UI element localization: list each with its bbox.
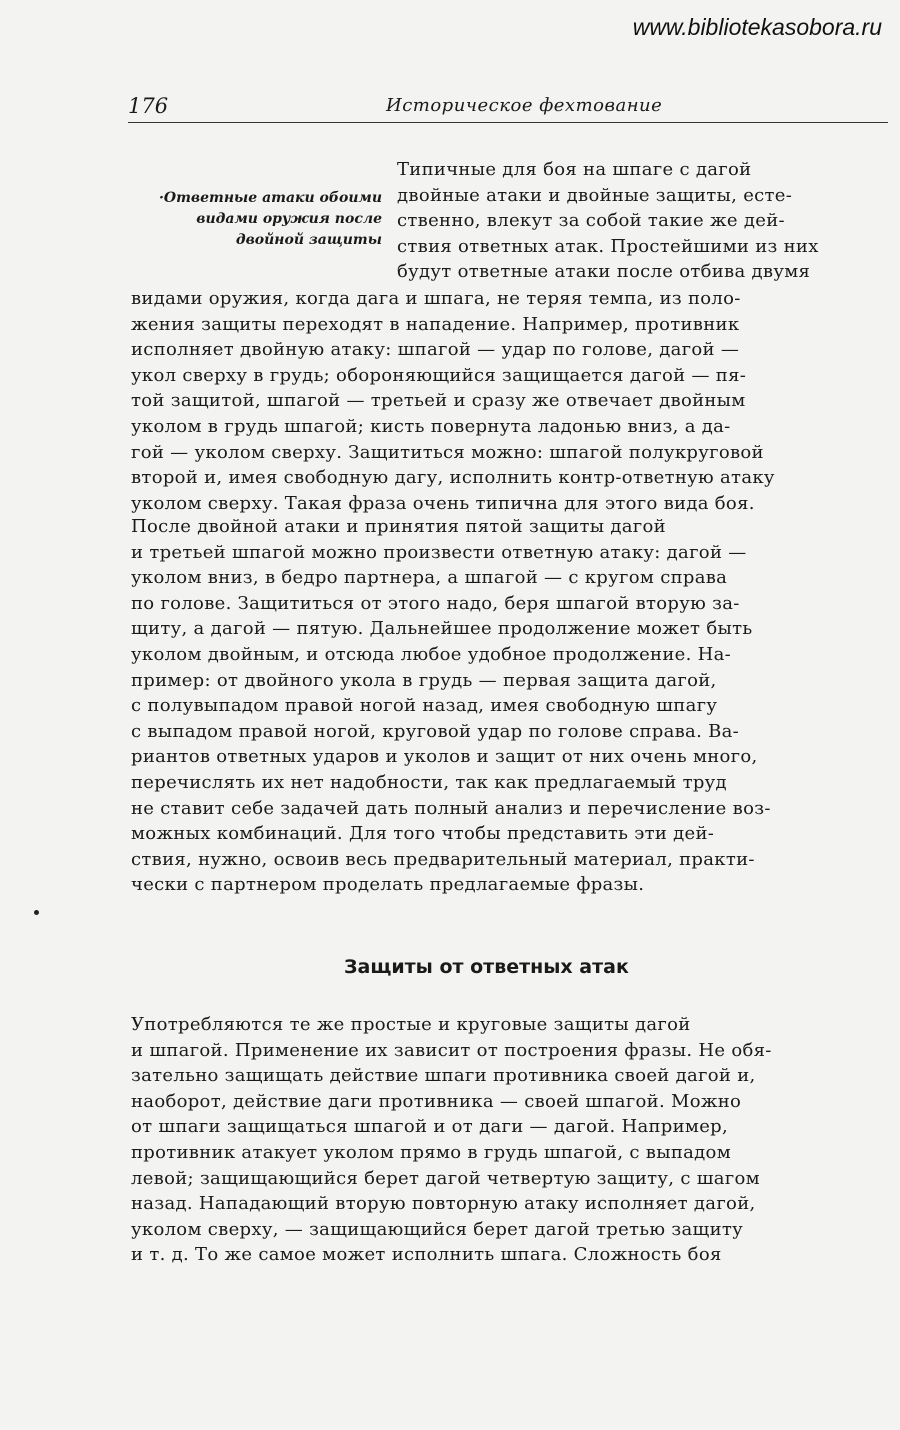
text-line: чески с партнером проделать предлагаемые фразы. [131,874,645,896]
text-line: с выпадом правой ногой, круговой удар по голове справа. Ва- [131,720,740,742]
text-line: не ставит себе задачей дать полный анализ и перечисление воз- [131,797,771,819]
text-line: можных комбинаций. Для того чтобы представить эти дей- [131,823,715,845]
text-line: уколом вниз, в бедро партнера, а шпагой — с кругом справа [131,567,728,589]
text-line: противник атакует уколом прямо в грудь шпагой, с выпадом [131,1141,731,1163]
text-line: уколом сверху. Такая фраза очень типична для этого вида боя. [131,492,755,514]
text-line: жения защиты переходят в нападение. Например, противник [131,313,740,335]
text-line: пример: от двойного укола в грудь — первая защита дагой, [131,669,717,691]
paragraph-2 [131,514,885,898]
text-line: той защитой, шпагой — третьей и сразу же отвечает двойным [131,390,746,412]
text-line: наоборот, действие даги противника — своей шпагой. Можно [131,1090,742,1112]
website-watermark: www.bibliotekasobora.ru [632,14,882,40]
section-heading: Защиты от ответных атак [344,956,629,978]
text-line: зательно защищать действие шпаги противника своей дагой и, [131,1065,756,1087]
text-line: по голове. Защититься от этого надо, беря шпагой вторую за- [131,592,740,614]
paragraph-3 [131,1012,885,1268]
margin-note-line: ·Ответные атаки обоими [159,190,382,206]
text-line: уколом в грудь шпагой; кисть повернута ладонью вниз, а да- [131,415,731,437]
text-line: уколом двойным, и отсюда любое удобное продолжение. На- [131,643,732,665]
text-line: ствия, нужно, освоив весь предварительный материал, практи- [131,848,755,870]
text-line: и третьей шпагой можно произвести ответную атаку: дагой — [131,541,747,563]
margin-note-line: двойной защиты [235,232,382,248]
text-line: ствия ответных атак. Простейшими из них [397,235,819,257]
running-header [128,94,888,123]
text-line: исполняет двойную атаку: шпагой — удар по голове, дагой — [131,339,740,361]
text-line: щиту, а дагой — пятую. Дальнейшее продолжение может быть [131,618,753,640]
text-line: назад. Нападающий вторую повторную атаку исполняет дагой, [131,1193,756,1215]
text-line: перечислять их нет надобности, так как предлагаемый труд [131,771,727,793]
header-title: Историческое фехтование [386,95,663,116]
text-line: ственно, влекут за собой такие же дей- [397,210,785,232]
text-line: от шпаги защищаться шпагой и от даги — дагой. Например, [131,1116,729,1138]
text-line: и шпагой. Применение их зависит от построения фразы. Не обя- [131,1039,772,1061]
text-line: будут ответные атаки после отбива двумя [397,261,811,283]
text-line: двойные атаки и двойные защиты, есте- [397,184,793,206]
text-line: левой; защищающийся берет дагой четвертую защиту, с шагом [131,1167,760,1189]
text-line: риантов ответных ударов и уколов и защит от них очень много, [131,746,758,768]
paragraph-1-continuation [131,286,885,516]
page-number: 176 [128,94,169,118]
margin-note-line: видами оружия после [196,211,382,227]
paragraph-1-intro [397,157,885,285]
margin-note [134,188,382,251]
text-line: и т. д. То же самое может исполнить шпага. Сложность боя [131,1244,722,1266]
text-line: гой — уколом сверху. Защититься можно: шпагой полукруговой [131,441,764,463]
text-line: После двойной атаки и принятия пятой защиты дагой [131,516,666,537]
text-line: уколом сверху, — защищающийся берет дагой третью защиту [131,1218,744,1240]
text-line: Типичные для боя на шпаге с дагой [397,159,752,180]
text-line: второй и, имея свободную дагу, исполнить контр-ответную атаку [131,467,775,489]
text-line: Употребляются те же простые и круговые защиты дагой [131,1014,691,1035]
text-line: укол сверху в грудь; обороняющийся защищается дагой — пя- [131,364,747,386]
print-speck [34,910,39,915]
text-line: с полувыпадом правой ногой назад, имея свободную шпагу [131,695,718,717]
text-line: видами оружия, когда дага и шпага, не теряя темпа, из поло- [131,288,741,309]
